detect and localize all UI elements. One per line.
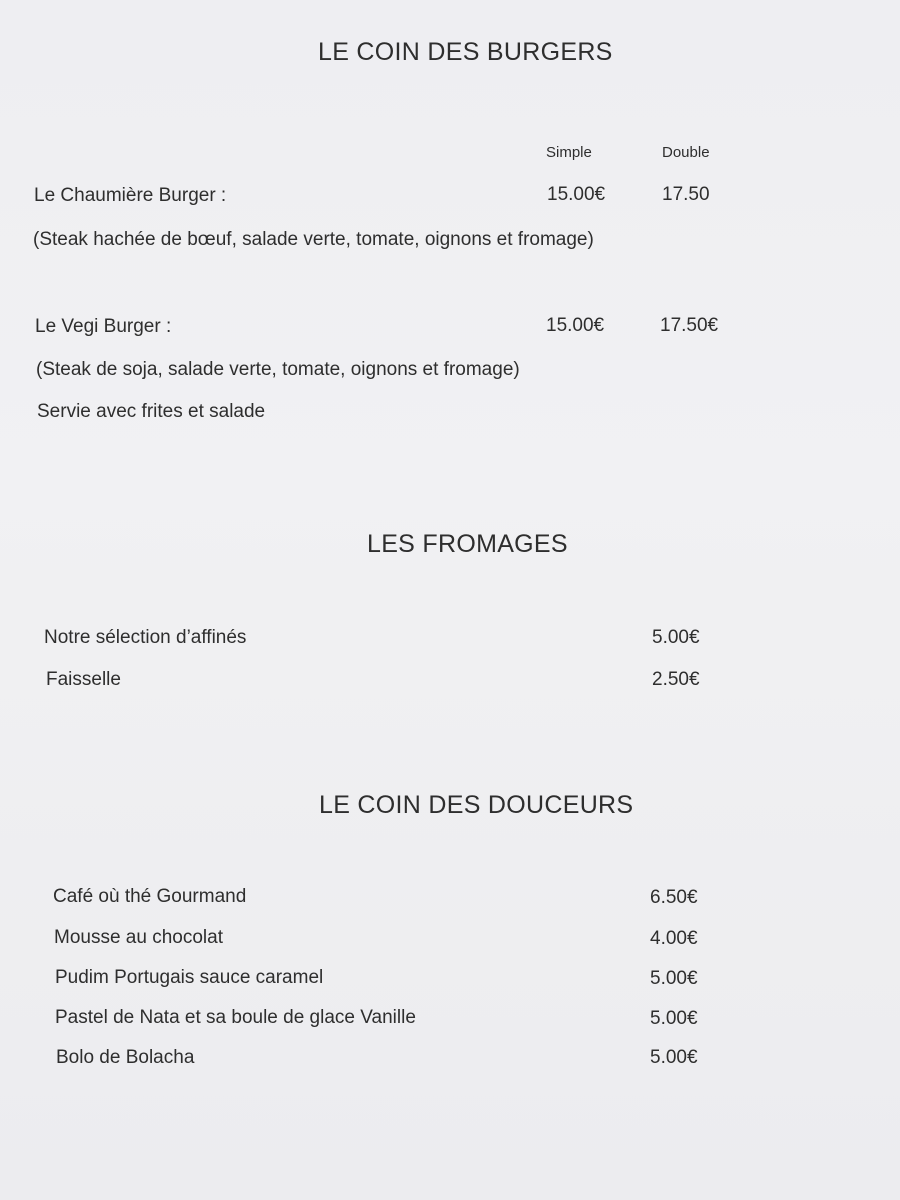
section-title-douceurs: LE COIN DES DOUCEURS <box>319 791 634 819</box>
list-item-price: 2.50€ <box>652 669 700 690</box>
burger-price-simple: 15.00€ <box>546 315 605 336</box>
list-item-name: Mousse au chocolat <box>54 927 223 948</box>
list-item-price: 6.50€ <box>650 887 698 908</box>
burger-price-double: 17.50€ <box>660 315 719 336</box>
section-title-fromages: LES FROMAGES <box>367 530 568 558</box>
list-item-price: 5.00€ <box>650 1008 698 1029</box>
burger-name: Le Chaumière Burger : <box>34 185 227 206</box>
list-item-name: Bolo de Bolacha <box>56 1047 195 1068</box>
burger-note: Servie avec frites et salade <box>37 401 266 422</box>
list-item-price: 5.00€ <box>650 1047 698 1068</box>
burger-name: Le Vegi Burger : <box>35 316 172 337</box>
burger-description: (Steak hachée de bœuf, salade verte, tomate, oignons et fromage) <box>33 229 594 250</box>
column-header-simple: Simple <box>546 144 592 161</box>
burger-description: (Steak de soja, salade verte, tomate, oignons et fromage) <box>36 359 520 380</box>
list-item-name: Pudim Portugais sauce caramel <box>55 967 324 988</box>
column-header-double: Double <box>662 144 710 161</box>
list-item-name: Notre sélection d’affinés <box>44 627 247 648</box>
list-item-price: 5.00€ <box>650 968 698 989</box>
section-title-burgers: LE COIN DES BURGERS <box>318 38 613 66</box>
list-item-price: 4.00€ <box>650 928 698 949</box>
list-item-name: Café où thé Gourmand <box>53 886 247 907</box>
burger-price-simple: 15.00€ <box>547 184 606 205</box>
list-item-price: 5.00€ <box>652 627 700 648</box>
list-item-name: Faisselle <box>46 669 121 690</box>
list-item-name: Pastel de Nata et sa boule de glace Vanille <box>55 1007 416 1028</box>
burger-price-double: 17.50 <box>662 184 710 205</box>
